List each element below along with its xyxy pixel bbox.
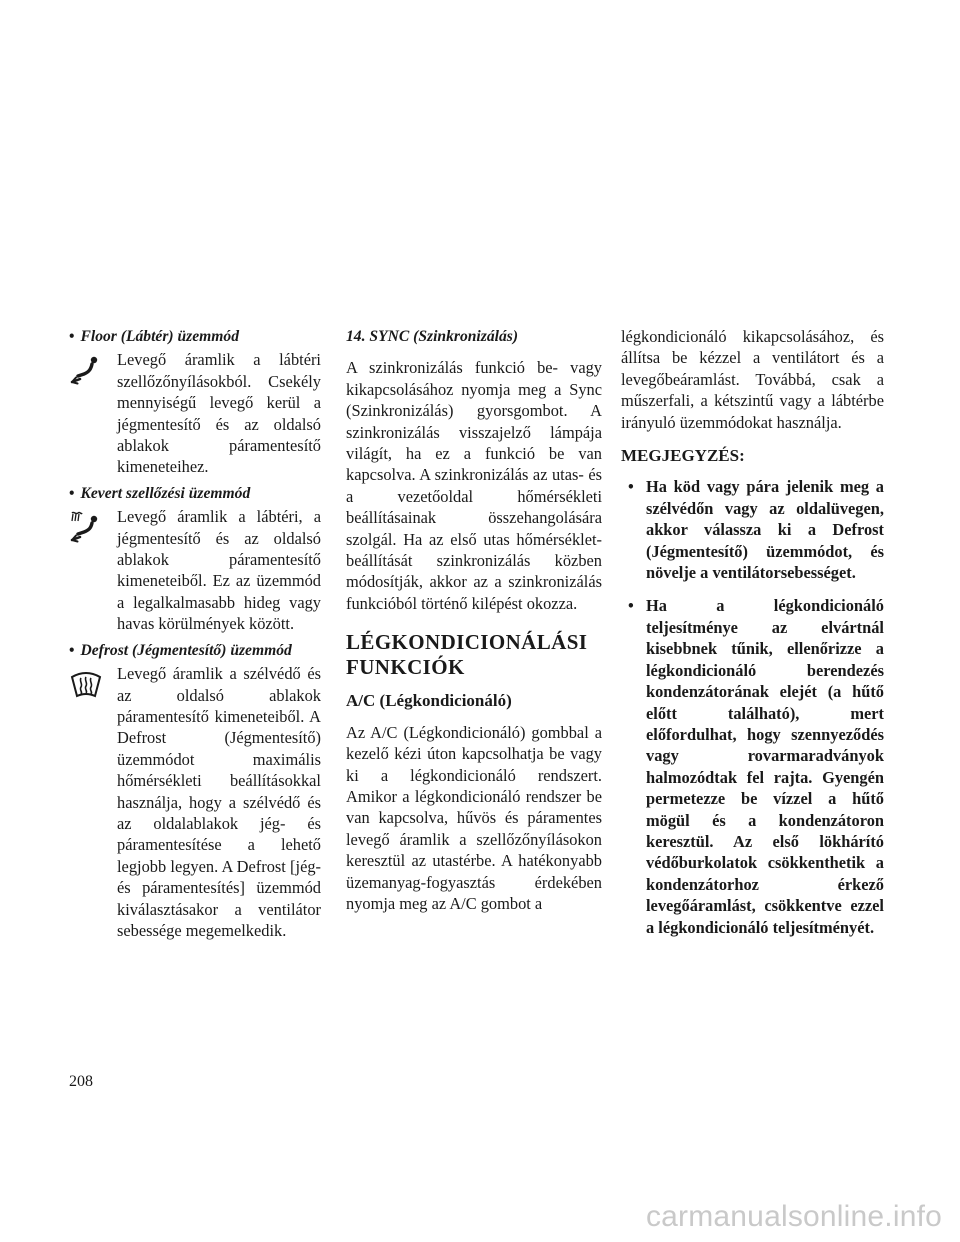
left-column bbox=[69, 326, 321, 946]
note-item: • Ha a légkondicionáló teljesítménye az elvártnál kisebbnek tűnik, ellenőrizze a légkondicionáló berendezés kondenzátorának elejét (a hűtő előtt található), mert előfordulhat, hogy szennyeződés vagy rovarmaradványok halmozódtak fel rajta. Gyengén permetezze be vízzel a hűtő mögül és a kondenzátoron keresztül. Az első lökhárító védőburkolatok csökkenthetik a kondenzátorhoz érkező levegőáramlást, csökkentve ezzel a légkondicionáló teljesítményét. bbox=[628, 596, 884, 937]
page-number: 208 bbox=[69, 1073, 93, 1090]
mixed-mode-text: Levegő áramlik a lábtéri, a jégmentesítő és az oldalsó ablakok páramentesítő kimeneteiből. Ez az üzemmód a legalkalmasabb hideg vagy havas körülmények között. bbox=[117, 507, 321, 634]
ac-title: A/C (Légkondicionáló) bbox=[346, 691, 512, 711]
defrost-mode-icon bbox=[69, 667, 103, 701]
ac-continued-text: légkondicionáló kikapcsolásához, és állítsa be kézzel a ventilátort és a levegőbeáramlást. Továbbá, csak a műszerfali, a kétszintű vagy a lábtérbe irányuló üzemmódokat használja. bbox=[621, 327, 884, 432]
section-title: LÉGKONDICIONÁLÁSI FUNKCIÓK bbox=[346, 630, 588, 680]
middle-column bbox=[346, 326, 602, 914]
floor-mode-block bbox=[69, 349, 321, 477]
mixed-mode-block bbox=[69, 506, 321, 634]
sync-title: 14. SYNC (Szinkronizálás) bbox=[346, 328, 519, 345]
defrost-mode-block bbox=[69, 663, 321, 941]
note-title: MEGJEGYZÉS: bbox=[621, 446, 745, 466]
mix-mode-icon bbox=[69, 510, 103, 544]
floor-mode-heading: • Floor (Lábtér) üzemmód bbox=[69, 328, 240, 345]
note-item: • Ha köd vagy pára jelenik meg a szélvédőn vagy az oldalüvegen, akkor válassza ki a Defrost (Jégmentesítő) üzemmódot, és növelje a ventilátorsebességet. bbox=[628, 477, 884, 583]
right-column bbox=[621, 326, 884, 950]
sync-text: A szinkronizálás funkció be- vagy kikapcsolásához nyomja meg a Sync (Szinkronizálás) gyorsgombot. A szinkronizálás visszajelző lámpája világít, ha ez a funkció be van kapcsolva. A szinkronizálás az utas- és a vezetőoldal hőmérsékleti beállításainak összehangolására szolgál. Ha az első utas hőmérséklet-beállítását szinkronizálás közben módosítják, akkor az a szinkronizálás funkcióból történő kilépést okozza. bbox=[346, 358, 602, 613]
watermark: carmanualsonline.info bbox=[645, 1200, 942, 1233]
defrost-mode-heading: • Defrost (Jégmentesítő) üzemmód bbox=[69, 641, 292, 659]
defrost-mode-text: Levegő áramlik a szélvédő és az oldalsó ablakok páramentesítő kimeneteiből. A Defrost (Jégmentesítő) üzemmódot maximális hőmérsékleti beállításokkal használja, hogy a szélvédő és az oldalablakok jég- és páramentesítése a lehető legjobb legyen. A Defrost [jég- és páramentesítés] üzemmód kiválasztásakor a ventilátor sebessége megemelkedik. bbox=[117, 664, 321, 940]
floor-mode-text: Levegő áramlik a lábtéri szellőzőnyílásokból. Csekély mennyiségű levegő kerül a jégmentesítő és az oldalsó ablakok páramentesítő kimeneteihez. bbox=[117, 350, 321, 477]
mixed-mode-heading: • Kevert szellőzési üzemmód bbox=[69, 484, 251, 502]
ac-text: Az A/C (Légkondicionáló) gombbal a kezelő kézi úton kapcsolhatja be vagy ki a légkondicionáló rendszert. Amikor a légkondicionáló rendszer be van kapcsolva, hűvös és páramentes levegő áramlik a szellőzőnyílásokon keresztül az utastérbe. A hatékonyabb üzemanyag-fogyasztás érdekében nyomja meg az A/C gombot a bbox=[346, 722, 602, 913]
floor-mode-icon bbox=[69, 353, 103, 387]
